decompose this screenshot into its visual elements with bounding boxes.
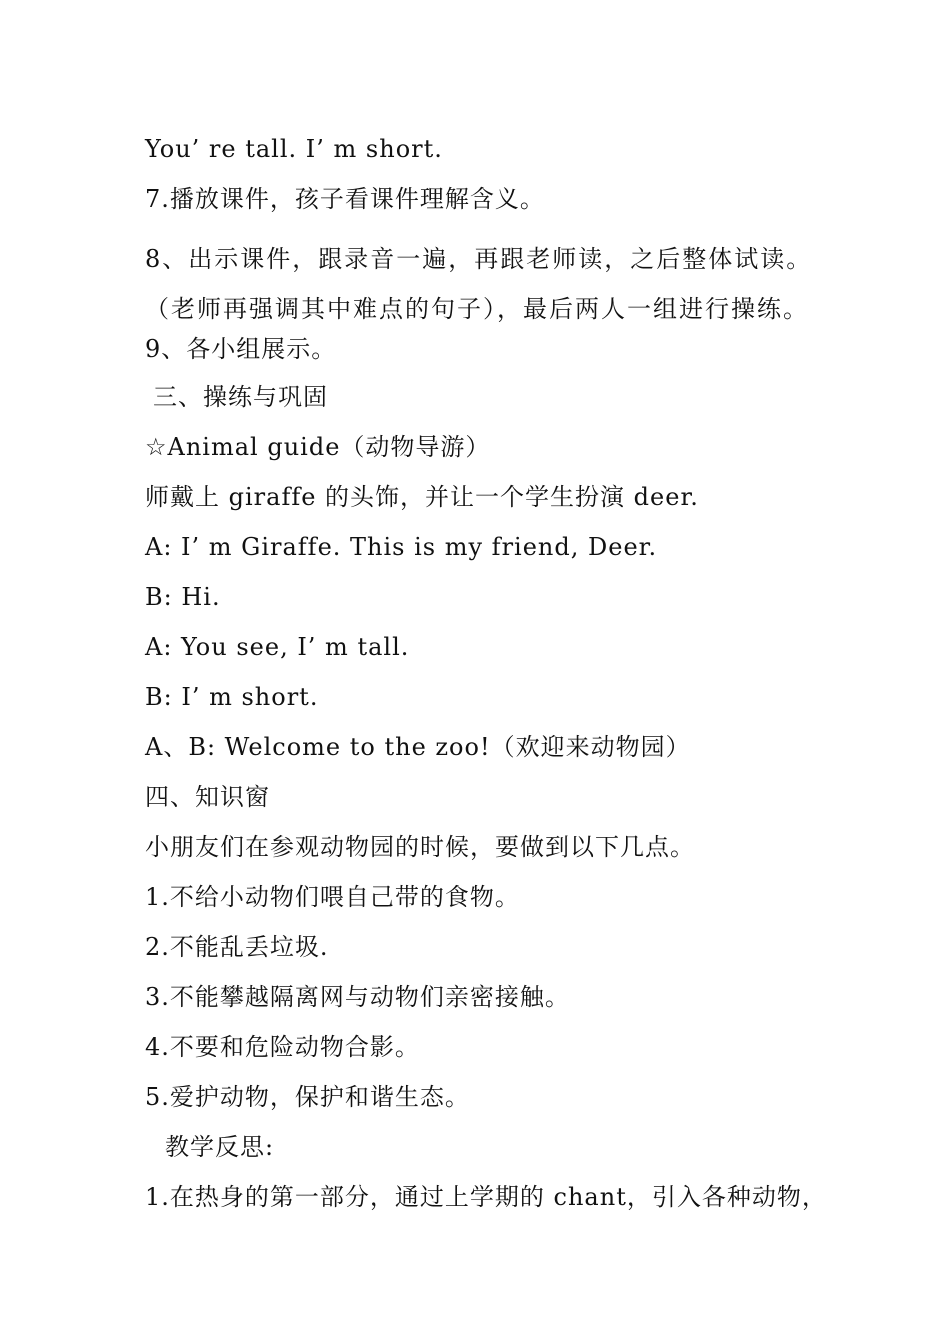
text-line-14: 小朋友们在参观动物园的时候，要做到以下几点。	[145, 833, 695, 861]
list-item-4: 4.不要和危险动物合影。	[145, 1033, 420, 1061]
section-heading-reflection: 教学反思:	[165, 1133, 275, 1161]
dialogue-line-b1: B: Hi.	[145, 583, 221, 611]
text-line-1: You’ re tall. I’ m short.	[145, 135, 443, 163]
dialogue-line-b2: B: I’ m short.	[145, 683, 319, 711]
section-heading-practice: 三、操练与巩固	[153, 383, 328, 411]
text-line-4: 9、各小组展示。	[145, 335, 337, 363]
text-paragraph-step-8: 8、出示课件，跟录音一遍，再跟老师读，之后整体试读。（老师再强调其中难点的句子），最后两人一组进行操练。	[145, 245, 813, 323]
list-item-5: 5.爱护动物，保护和谐生态。	[145, 1083, 470, 1111]
text-line-reflection-1: 1.在热身的第一部分，通过上学期的 chant，引入各种动物，	[145, 1183, 827, 1211]
text-line-7: 师戴上 giraffe 的头饰，并让一个学生扮演 deer.	[145, 483, 699, 511]
list-item-3: 3.不能攀越隔离网与动物们亲密接触。	[145, 983, 570, 1011]
dialogue-line-a1: A: I’ m Giraffe. This is my friend, Deer.	[145, 533, 658, 561]
text-line-animal-guide: ☆Animal guide（动物导游）	[145, 433, 491, 461]
dialogue-line-a2: A: You see, I’ m tall.	[145, 633, 410, 661]
list-item-1: 1.不给小动物们喂自己带的食物。	[145, 883, 520, 911]
list-item-2: 2.不能乱丢垃圾.	[145, 933, 329, 961]
dialogue-line-ab: A、B: Welcome to the zoo!（欢迎来动物园）	[145, 733, 691, 761]
section-heading-knowledge: 四、知识窗	[145, 783, 270, 811]
text-line-2: 7.播放课件，孩子看课件理解含义。	[145, 185, 545, 213]
